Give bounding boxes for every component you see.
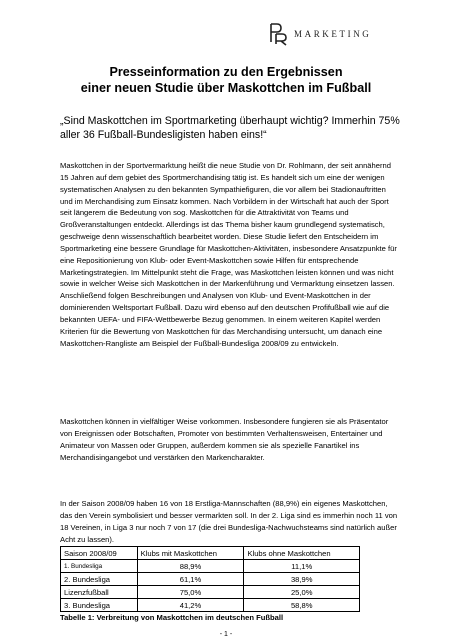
table-cell-without: 25,0% bbox=[244, 586, 360, 599]
body-paragraph-3: In der Saison 2008/09 haben 16 von 18 Erstliga-Mannschaften (88,9%) ein eigenes Maskottchen, das den Verein symbolisiert und besser vermarkten soll. In der 2. Liga sind es immerhin noch 11 von 18 Vereinen, in Liga 3 nur noch 7 von 17 (die drei Bundesliga-Nachwuchsteams sind natürlich außer Acht zu lassen). bbox=[60, 499, 398, 544]
table-header-cell: Klubs mit Maskottchen bbox=[137, 547, 244, 560]
table-cell-league: 1. Bundesliga bbox=[61, 560, 138, 573]
table-row bbox=[61, 586, 360, 599]
intro-quote: „Sind Maskottchen im Sportmarketing überhaupt wichtig? Immerhin 75% aller 36 Fußball-Bundesligisten haben eins!“ bbox=[60, 115, 400, 141]
table-row bbox=[61, 573, 360, 586]
table-cell-without: 38,9% bbox=[244, 573, 360, 586]
table-header-row bbox=[61, 547, 360, 560]
page-number: - 1 - bbox=[219, 631, 233, 638]
table-header-cell: Saison 2008/09 bbox=[61, 547, 138, 560]
table-cell-league: Lizenzfußball bbox=[61, 586, 138, 599]
body-paragraph-1: Maskottchen in der Sportvermarktung heißt die neue Studie von Dr. Rohlmann, der seit annähernd 15 Jahren auf dem gebiet des Sportmerchandising tätig ist. Es handelt sich um eine der wenigen systematischen Analysen zu den bekannten Sympathiefiguren, die vor allem bei Stadionauftritten und im Merchandising zum Einsatz kommen. Nach Vorbildern in der Wirtschaft hat auch der Sport seit längerem die Bedeutung von sog. Maskottchen für die Attraktivität von Teams und Großveranstaltungen entdeckt. Allerdings ist das Thema bisher kaum grundlegend systematisch, geschweige denn wissenschaftlich bearbeitet worden. Diese Studie liefert den Entscheidern im Sportmarketing eine bessere Grundlage für Maskottchen-Aktivitäten, insbesondere Ansatzpunkte für eine Repositionierung von Klub- oder Event-Maskottchen sowie Hilfen für entsprechende Marketingstrategien. Im Mittelpunkt steht die Frage, was Maskottchen leisten können und was nicht sowie in welcher Weise sich Maskottchen in der Markenführung und Vermarktung einsetzen lassen. Anschließend folgen Beschreibungen und Analysen von Klub- und Event-Maskottchen in der dominierenden Weltsportart Fußball. Dazu wird ebenso auf den deutschen Profifußball wie auf die bekannten UEFA- und FIFA-Wettbewerbe Bezug genommen. In einem weiteren Kapitel werden Kriterien für die Bewertung von Maskottchen für das Merchandising untersucht, um danach eine Maskottchen-Rangliste am Beispiel der Fußball-Bundesliga 2008/09 zu entwickeln. bbox=[60, 161, 397, 348]
table-cell-with: 41,2% bbox=[137, 599, 244, 612]
table-cell-league: 3. Bundesliga bbox=[61, 599, 138, 612]
pr-logo-icon bbox=[268, 22, 288, 46]
document-title bbox=[40, 64, 412, 96]
body-paragraph-2: Maskottchen können in vielfältiger Weise vorkommen. Insbesondere fungieren sie als Präsentator von Ereignissen oder Botschaften, Promoter von bestimmten Verhaltensweisen, Entertainer und Animateur von Massen oder Gruppen, außerdem kommen sie als spezielle Fanartikel ins Merchandisingangebot und verstärken den Markencharakter. bbox=[60, 417, 389, 462]
table-cell-with: 61,1% bbox=[137, 573, 244, 586]
title-line-1: Presseinformation zu den Ergebnissen bbox=[109, 65, 343, 79]
table-cell-league: 2. Bundesliga bbox=[61, 573, 138, 586]
table-header-cell: Klubs ohne Maskottchen bbox=[244, 547, 360, 560]
table-row bbox=[61, 599, 360, 612]
table-caption: Tabelle 1: Verbreitung von Maskottchen im deutschen Fußball bbox=[60, 613, 284, 622]
table-cell-without: 58,8% bbox=[244, 599, 360, 612]
mascot-distribution-table bbox=[60, 546, 360, 612]
table-row bbox=[61, 560, 360, 573]
table-cell-without: 11,1% bbox=[244, 560, 360, 573]
table-cell-with: 75,0% bbox=[137, 586, 244, 599]
brand-name: MARKETING bbox=[294, 29, 372, 39]
table-cell-with: 88,9% bbox=[137, 560, 244, 573]
title-line-2: einer neuen Studie über Maskottchen im Fußball bbox=[80, 81, 372, 95]
header-logo bbox=[268, 22, 371, 46]
